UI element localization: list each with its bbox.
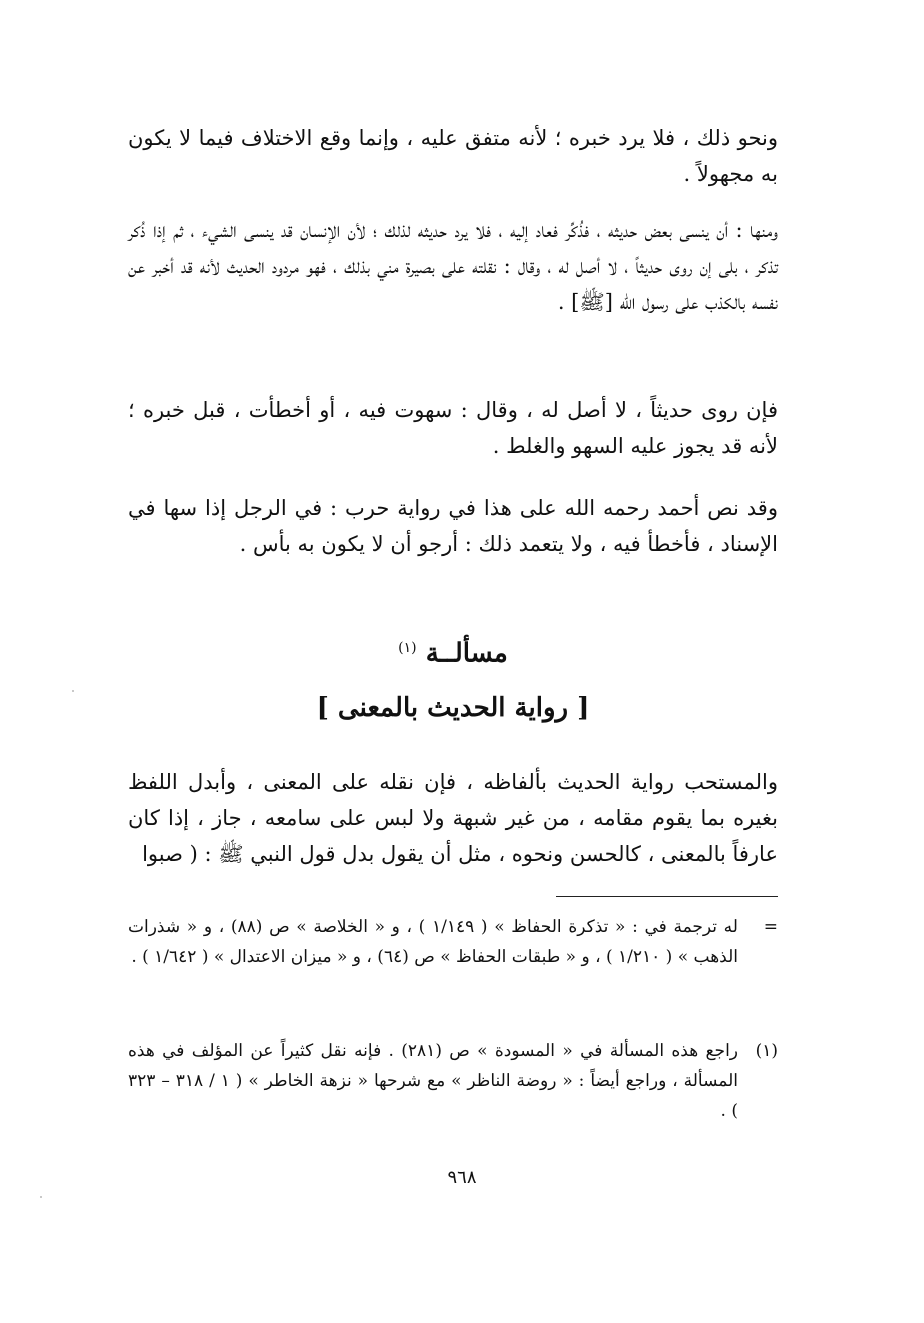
footnote-mark: = [763,917,778,937]
body-paragraph-1 [128,120,778,192]
section-paragraph [128,764,778,872]
footnote-text: له ترجمة في : « تذكرة الحفاظ » ( ١/١٤٩ ) ، و « الخلاصة » ص (٨٨) ، و « شذرات الذهب » ( ١/٢١٠ ) ، و « طبقات الحفاظ » ص (٦٤) ، و « ميزان الاعتدال » ( ١/٦٤٢ ) . [128,917,738,967]
masala-heading [128,628,778,674]
footnote-mark: (١) [755,1041,778,1061]
footnote-divider [556,896,778,897]
section-title: [ رواية الحديث بالمعنى ] [316,693,590,723]
body-paragraph-2 [128,212,778,320]
page-number: ٩٦٨ [447,1167,477,1188]
paragraph-text: ونحو ذلك ، فلا يرد خبره ؛ لأنه متفق عليه ، وإنما وقع الاختلاف فيما لا يكون به مجهولاً . [128,126,778,186]
scan-speck [40,1196,42,1198]
footnote-reference: (١) [398,640,417,656]
paragraph-text: فإن روى حديثاً ، لا أصل له ، وقال : سهوت فيه ، أو أخطأت ، قبل خبره ؛ لأنه قد يجوز عليه السهو والغلط . [128,398,778,458]
footnote-continued [128,912,778,972]
paragraph-text: والمستحب رواية الحديث بألفاظه ، فإن نقله على المعنى ، وأبدل اللفظ بغيره بما يقوم مقامه ، من غير شبهة ولا لبس على سامعه ، جاز ، إذا كان عارفاً بالمعنى ، كالحسن ونحوه ، مثل أن يقول بدل قول النبي ﷺ : ( صبوا [128,770,778,866]
body-paragraph-4 [128,490,778,562]
masala-heading-text: مسألــة [425,638,508,669]
scan-speck [72,690,74,692]
paragraph-text: وقد نص أحمد رحمه الله على هذا في رواية حرب : في الرجل إذا سها في الإسناد ، فأخطأ فيه ، ولا يتعمد ذلك : أرجو أن لا يكون به بأس . [128,496,778,556]
paragraph-text: ومنها : أن ينسى بعض حديثه ، فذُكِّر فعاد إليه ، فلا يرد حديثه لذلك ؛ لأن الإنسان قد ينسى الشيء ، ثم إذا ذُكر تذكر ، بلى إن روى حديثاً ، لا أصل له ، وقال : نقلته على بصيرة مني بذلك ، فهو مردود الحديث لأنه قد أخبر عن نفسه بالكذب على رسول الله [ﷺ] . [128,218,778,314]
body-paragraph-3 [128,392,778,464]
footnote-text: راجع هذه المسألة في « المسودة » ص (٢٨١) . فإنه نقل كثيراً عن المؤلف في هذه المسألة ، وراجع أيضاً : « روضة الناظر » مع شرحها « نزهة الخاطر » ( ١ / ٣١٨ – ٣٢٣ ) . [128,1041,739,1121]
footnote-1 [128,1036,778,1126]
